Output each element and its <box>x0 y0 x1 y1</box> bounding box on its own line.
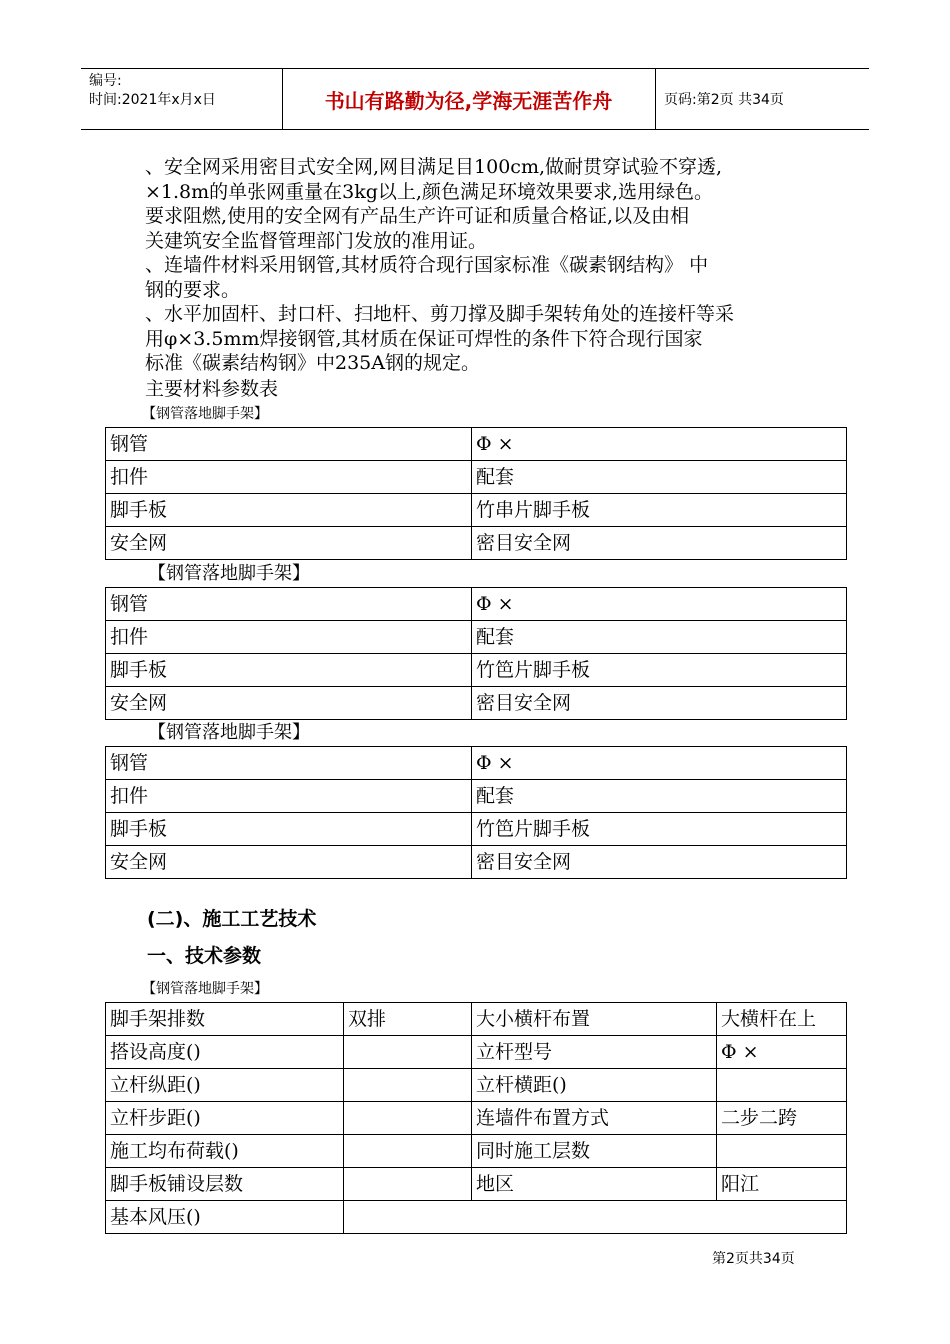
materials-table-3 <box>105 746 847 879</box>
table-cell: 竹笆片脚手板 <box>472 813 847 846</box>
table-row <box>106 747 847 780</box>
table-cell: 安全网 <box>106 846 472 879</box>
table-cell: 立杆横距() <box>472 1069 717 1102</box>
table-cell: 地区 <box>472 1168 717 1201</box>
table-row <box>106 1036 847 1069</box>
table-cell: 二步二跨 <box>717 1102 847 1135</box>
header-motto: 书山有路勤为径,学海无涯苦作舟 <box>324 88 613 113</box>
table-row <box>106 1135 847 1168</box>
tech-parameters-table <box>105 1002 847 1234</box>
page-footer: 第2页共34页 <box>712 1251 795 1267</box>
table-row <box>106 527 847 560</box>
table-cell <box>344 1069 472 1102</box>
text-line: 要求阻燃,使用的安全网有产品生产许可证和质量合格证,以及由相 <box>145 205 690 227</box>
table-caption: 【钢管落地脚手架】 <box>142 981 268 997</box>
header-page-number: 页码:第2页 共34页 <box>664 92 784 108</box>
text-line: 、水平加固杆、封口杆、扫地杆、剪刀撑及脚手架转角处的连接杆等采 <box>145 303 735 325</box>
table-cell: Φ × <box>472 428 847 461</box>
table-cell: 配套 <box>472 461 847 494</box>
table-cell: 立杆步距() <box>106 1102 344 1135</box>
table-cell <box>344 1201 847 1234</box>
table-row <box>106 1003 847 1036</box>
table-cell: 连墙件布置方式 <box>472 1102 717 1135</box>
table-row <box>106 687 847 720</box>
table-cell: 基本风压() <box>106 1201 344 1234</box>
table-cell: 大横杆在上 <box>717 1003 847 1036</box>
text-line: 、安全网采用密目式安全网,网目满足目100cm,做耐贯穿试验不穿透, <box>145 156 723 178</box>
table-row <box>106 1069 847 1102</box>
header-meta <box>89 72 216 110</box>
table-cell <box>344 1168 472 1201</box>
text-line: 钢的要求。 <box>145 278 241 301</box>
table-cell: 脚手板铺设层数 <box>106 1168 344 1201</box>
table-cell <box>344 1102 472 1135</box>
table-row <box>106 461 847 494</box>
materials-title: 主要材料参数表 <box>145 378 279 400</box>
table-cell: 钢管 <box>106 588 472 621</box>
text-line: 用φ×3.5mm焊接钢管,其材质在保证可焊性的条件下符合现行国家 <box>145 327 703 350</box>
table-cell: 搭设高度() <box>106 1036 344 1069</box>
table-cell: 钢管 <box>106 747 472 780</box>
table-cell: 扣件 <box>106 780 472 813</box>
table-row <box>106 1102 847 1135</box>
header-time: 时间:2021年x月x日 <box>89 92 216 108</box>
table-cell: 扣件 <box>106 461 472 494</box>
text-line: ×1.8m的单张网重量在3kg以上,颜色满足环境效果要求,选用绿色。 <box>145 180 713 203</box>
table-row <box>106 654 847 687</box>
table-cell: 脚手板 <box>106 813 472 846</box>
table-row <box>106 588 847 621</box>
materials-table-1 <box>105 427 847 560</box>
table-cell <box>344 1036 472 1069</box>
text-line: 标准《碳素结构钢》中235A钢的规定。 <box>145 352 480 374</box>
table-cell: 大小横杆布置 <box>472 1003 717 1036</box>
table-cell: 立杆纵距() <box>106 1069 344 1102</box>
header-divider <box>655 69 656 129</box>
table-row <box>106 428 847 461</box>
table-cell: Φ × <box>472 588 847 621</box>
table-cell: 安全网 <box>106 527 472 560</box>
paragraph-wall-ties <box>145 253 708 302</box>
table-caption: 【钢管落地脚手架】 <box>148 563 310 584</box>
header-number: 编号: <box>89 73 122 89</box>
table-cell <box>717 1069 847 1102</box>
text-line: 关建筑安全监督管理部门发放的准用证。 <box>145 229 488 252</box>
table-cell: 阳江 <box>717 1168 847 1201</box>
section-title: (二)、施工工艺技术 <box>147 908 317 930</box>
table-cell: 施工均布荷载() <box>106 1135 344 1168</box>
table-caption: 【钢管落地脚手架】 <box>148 722 310 743</box>
table-cell: 脚手板 <box>106 654 472 687</box>
table-row <box>106 621 847 654</box>
table-cell: Φ × <box>472 747 847 780</box>
table-cell: 密目安全网 <box>472 527 847 560</box>
table-cell: 密目安全网 <box>472 846 847 879</box>
table-cell: 密目安全网 <box>472 687 847 720</box>
page-header <box>81 68 869 130</box>
subsection-title: 一、技术参数 <box>147 945 262 967</box>
table-cell: 配套 <box>472 621 847 654</box>
table-cell: 扣件 <box>106 621 472 654</box>
table-cell <box>717 1135 847 1168</box>
paragraph-steel-pipes <box>145 302 734 376</box>
table-caption: 【钢管落地脚手架】 <box>142 406 268 422</box>
table-row <box>106 1168 847 1201</box>
text-line: 、连墙件材料采用钢管,其材质符合现行国家标准《碳素钢结构》 中 <box>145 254 709 276</box>
table-cell: 配套 <box>472 780 847 813</box>
table-row <box>106 494 847 527</box>
table-cell: Φ × <box>717 1036 847 1069</box>
table-cell <box>344 1135 472 1168</box>
table-cell: 同时施工层数 <box>472 1135 717 1168</box>
materials-table-2 <box>105 587 847 720</box>
table-cell: 脚手板 <box>106 494 472 527</box>
table-row <box>106 813 847 846</box>
table-cell: 脚手架排数 <box>106 1003 344 1036</box>
table-row <box>106 780 847 813</box>
table-cell: 竹串片脚手板 <box>472 494 847 527</box>
table-cell: 立杆型号 <box>472 1036 717 1069</box>
table-cell: 双排 <box>344 1003 472 1036</box>
table-cell: 钢管 <box>106 428 472 461</box>
table-cell: 竹笆片脚手板 <box>472 654 847 687</box>
table-cell: 安全网 <box>106 687 472 720</box>
paragraph-safety-net <box>145 155 722 253</box>
table-row <box>106 1201 847 1234</box>
table-row <box>106 846 847 879</box>
